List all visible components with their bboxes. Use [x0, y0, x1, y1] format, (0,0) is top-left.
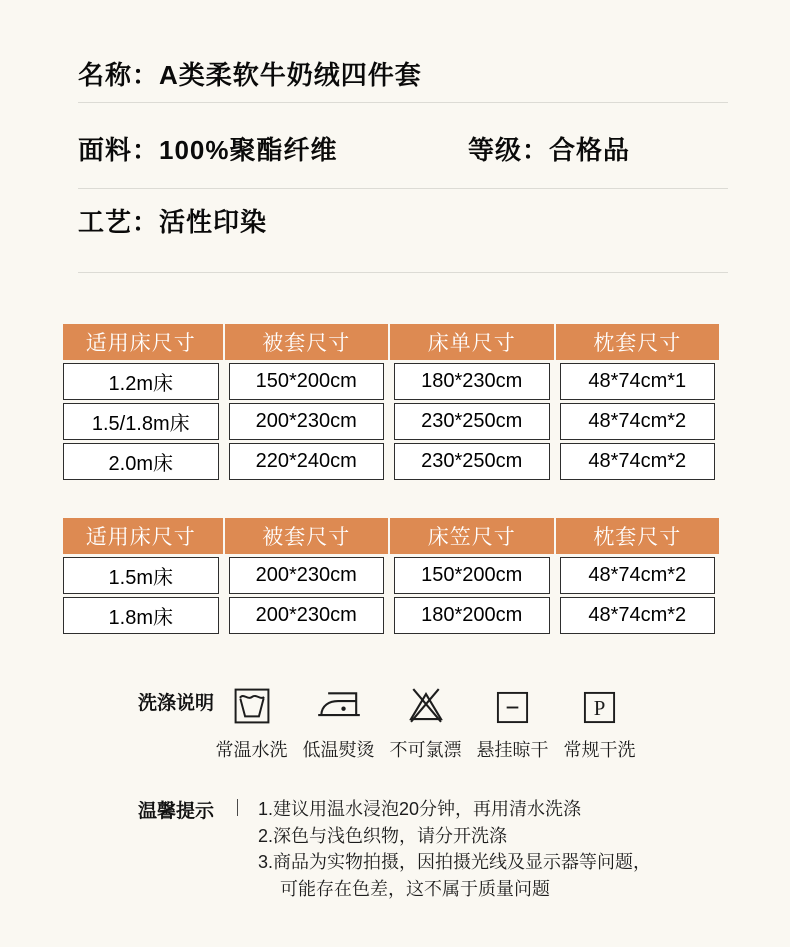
table-cell: 180*230cm	[394, 363, 550, 400]
table-cell: 230*250cm	[394, 403, 550, 440]
info-row-craft	[78, 189, 728, 273]
wash-item	[563, 680, 636, 762]
fabric-pair	[78, 135, 338, 165]
fabric-label: 面料：	[78, 135, 160, 165]
table-cell: 200*230cm	[229, 557, 385, 594]
tip-line: 3.商品为实物拍摄，因拍摄光线及显示器等问题，	[258, 852, 652, 872]
iron-icon	[316, 685, 362, 725]
table-cell: 48*74cm*2	[560, 597, 716, 634]
table-cell: 200*230cm	[229, 597, 385, 634]
wash-item	[215, 680, 288, 762]
table-cell: 180*200cm	[394, 597, 550, 634]
name-label: 名称：	[78, 60, 160, 90]
wash-item	[476, 680, 549, 762]
table-header-cell: 床单尺寸	[394, 324, 550, 360]
wash-item	[302, 680, 375, 762]
wash-item	[389, 680, 462, 762]
craft-pair	[78, 207, 267, 237]
washing-label: 洗涤说明	[138, 693, 215, 714]
table-cell: 48*74cm*2	[560, 443, 716, 480]
table-cell: 150*200cm	[229, 363, 385, 400]
info-row-name	[78, 0, 728, 103]
table-cell: 2.0m床	[63, 443, 219, 480]
dry-clean-icon	[582, 685, 617, 725]
name-value: A类柔软牛奶绒四件套	[159, 60, 422, 90]
wash-tub-icon	[233, 685, 271, 725]
table-header-cell: 枕套尺寸	[560, 324, 716, 360]
table-header-cell: 被套尺寸	[229, 324, 385, 360]
dry-clean-letter: P	[593, 696, 606, 720]
grade-value: 合格品	[549, 135, 631, 165]
table-cell: 48*74cm*2	[560, 557, 716, 594]
no-bleach-icon	[406, 685, 446, 725]
table-cell: 1.5m床	[63, 557, 219, 594]
table-header-cell: 枕套尺寸	[560, 518, 716, 554]
table-cell: 48*74cm*2	[560, 403, 716, 440]
tips-list	[258, 796, 651, 902]
wash-item-caption: 悬挂晾干	[476, 740, 549, 760]
craft-label: 工艺：	[78, 207, 160, 237]
washing-instructions	[138, 680, 790, 762]
table-cell: 1.5/1.8m床	[63, 403, 219, 440]
table-cell: 48*74cm*1	[560, 363, 716, 400]
table-header-cell: 床笠尺寸	[394, 518, 550, 554]
wash-item-caption: 低温熨烫	[302, 740, 375, 760]
product-info-section	[78, 0, 728, 273]
tips-label: 温馨提示	[138, 801, 215, 822]
table-cell: 1.2m床	[63, 363, 219, 400]
tip-line: 1.建议用温水浸泡20分钟，再用清水洗涤	[258, 799, 582, 819]
tips-divider	[237, 799, 238, 816]
table-header-cell: 适用床尺寸	[63, 518, 219, 554]
washing-items	[215, 680, 636, 762]
table-cell: 230*250cm	[394, 443, 550, 480]
craft-value: 活性印染	[159, 207, 268, 237]
tip-line: 2.深色与浅色织物，请分开洗涤	[258, 825, 508, 846]
table-header-cell: 被套尺寸	[229, 518, 385, 554]
table-header-cell: 适用床尺寸	[63, 324, 219, 360]
wash-item-caption: 常规干洗	[563, 740, 636, 760]
size-table-sheet	[63, 324, 715, 480]
table-cell: 1.8m床	[63, 597, 219, 634]
grade-pair	[468, 135, 630, 165]
hang-dry-icon	[495, 685, 530, 725]
wash-item-caption: 不可氯漂	[389, 740, 462, 760]
tip-line: 可能存在色差，这不属于质量问题	[280, 878, 550, 899]
table-cell: 150*200cm	[394, 557, 550, 594]
fabric-value: 100%聚酯纤维	[159, 135, 338, 165]
info-row-fabric-grade	[78, 103, 728, 189]
tips-section	[138, 796, 790, 902]
table-cell: 220*240cm	[229, 443, 385, 480]
name-pair	[78, 60, 422, 90]
table-cell: 200*230cm	[229, 403, 385, 440]
grade-label: 等级：	[468, 135, 550, 165]
wash-item-caption: 常温水洗	[215, 740, 288, 760]
size-table-fitted	[63, 518, 715, 634]
